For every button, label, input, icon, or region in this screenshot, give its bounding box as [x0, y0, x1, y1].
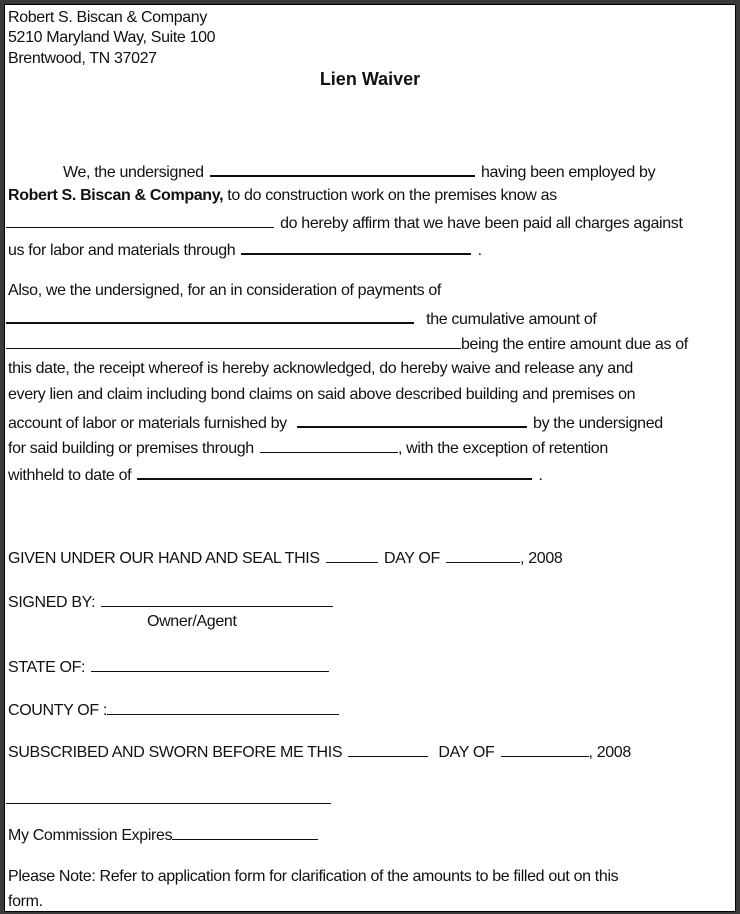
para2-line8 [8, 462, 543, 484]
note-line2: form. [8, 893, 43, 910]
text: the cumulative amount of [426, 311, 597, 328]
signed-by-line [8, 590, 335, 612]
document-title: Lien Waiver [319, 69, 421, 89]
para1-line1 [63, 159, 655, 181]
text: do hereby affirm that we have been paid all charges against [280, 215, 683, 232]
text: DAY OF [383, 550, 440, 567]
given-month-field[interactable] [446, 546, 520, 563]
para2-line1: Also, we the undersigned, for an in consideration of payments of [8, 282, 441, 299]
sworn-month-field[interactable] [501, 740, 589, 757]
paid-through-date-field[interactable] [241, 237, 471, 255]
text: My Commission Expires [8, 827, 173, 844]
para2-line5: every lien and claim including bond claims on said above described building and premises on [8, 386, 636, 403]
text: account of labor or materials furnished by [8, 415, 287, 432]
given-line [8, 546, 562, 568]
text: by the undersigned [533, 415, 663, 432]
cumulative-amount-field[interactable] [6, 332, 461, 349]
text: being the entire amount due as of [461, 336, 688, 353]
county-field[interactable] [107, 698, 339, 715]
sworn-line [8, 740, 631, 762]
text: for said building or premises through [8, 440, 254, 457]
signed-by-field[interactable] [101, 590, 333, 607]
commission-expires-field[interactable] [172, 823, 318, 840]
text: COUNTY OF : [8, 702, 107, 719]
text: GIVEN UNDER OUR HAND AND SEAL THIS [8, 550, 320, 567]
premises-field[interactable] [6, 211, 274, 228]
state-field[interactable] [91, 655, 329, 672]
retention-date-field[interactable] [137, 462, 532, 480]
text: , 2008 [520, 550, 563, 567]
text: having been employed by [480, 164, 656, 181]
text: to do construction work on the premises know as [223, 187, 557, 204]
text: withheld to date of [8, 467, 132, 484]
county-line [8, 698, 341, 720]
text: SIGNED BY: [8, 594, 96, 611]
text: , with the exception of retention [397, 440, 608, 457]
notary-signature-field[interactable] [6, 787, 331, 804]
undersigned-name-field[interactable] [210, 159, 475, 177]
sworn-day-field[interactable] [348, 740, 428, 757]
text: . [477, 242, 482, 259]
payments-field[interactable] [6, 306, 414, 324]
para2-line7 [8, 436, 608, 458]
text: DAY OF [438, 744, 495, 761]
text: us for labor and materials through [8, 242, 236, 259]
para2-line2 [6, 306, 596, 328]
para1-line4 [8, 237, 482, 259]
text: We, the undersigned [63, 164, 204, 181]
text: STATE OF: [8, 659, 86, 676]
text: , 2008 [588, 744, 631, 761]
company-address-line2: Brentwood, TN 37027 [8, 50, 157, 67]
company-name: Robert S. Biscan & Company [8, 9, 207, 26]
commission-line [8, 823, 320, 845]
para2-line6 [8, 410, 663, 432]
lien-waiver-document [4, 4, 736, 912]
note-line1: Please Note: Refer to application form for clarification of the amounts to be filled out on this [8, 868, 619, 885]
para2-line4: this date, the receipt whereof is hereby acknowledged, do hereby waive and release any and [8, 360, 633, 377]
para1-line2 [8, 185, 557, 207]
premises-through-field[interactable] [260, 436, 398, 453]
text: SUBSCRIBED AND SWORN BEFORE ME THIS [8, 744, 343, 761]
company-bold: Robert S. Biscan & Company, [8, 187, 224, 204]
para1-line3 [6, 211, 683, 233]
state-line [8, 655, 331, 677]
notary-signature-line [6, 787, 331, 809]
text: . [538, 467, 543, 484]
given-day-field[interactable] [326, 546, 378, 563]
company-address-line1: 5210 Maryland Way, Suite 100 [8, 29, 216, 46]
para2-line3 [6, 332, 688, 354]
furnished-by-field[interactable] [297, 410, 527, 428]
owner-agent-label: Owner/Agent [147, 613, 237, 630]
